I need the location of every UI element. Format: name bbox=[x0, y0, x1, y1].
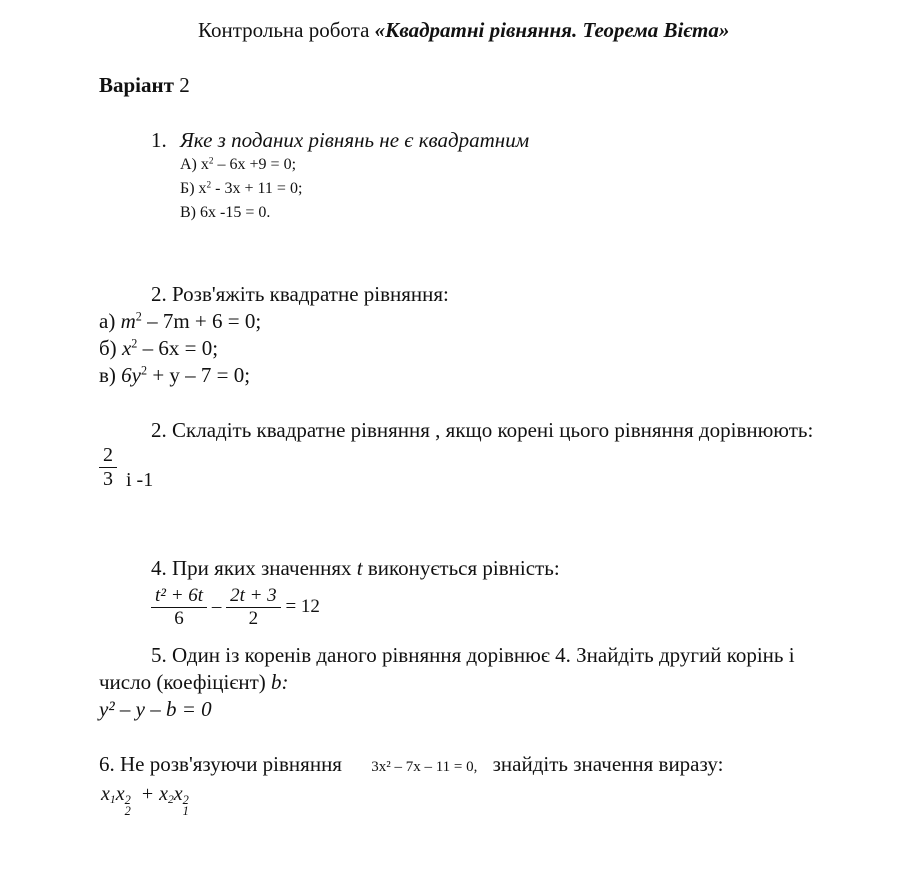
task4-fraction-1: $\frac{\text{t² + 6t}}{6}$ bbox=[151, 585, 207, 630]
task2-item-a: а) $m^2 - 7m + 6 = 0$; bbox=[99, 309, 262, 333]
task3-roots: $\frac{2}{3}$ і -1 bbox=[99, 444, 153, 492]
page-title bbox=[198, 18, 729, 43]
task3-heading: 2. Складіть квадратне рівняння , якщо корені цього рівняння дорівнюють: bbox=[151, 418, 814, 442]
task2-item-c: в) $6y^2 + y - 7 = 0$; bbox=[99, 363, 251, 387]
variant-number: 2 bbox=[179, 73, 190, 97]
task5-line2: число (коефіцієнт) b: bbox=[99, 670, 289, 694]
task6-line: 6. Не розв'язуючи рівняння 3x² – 7x – 11 = 0, знайдіть значення виразу: bbox=[99, 752, 724, 776]
task4-fraction-2: $\frac{2t + 3}{2}$ bbox=[226, 585, 281, 630]
task4-equation: $\frac{\text{t² + 6t}}{6}$ – $\frac{2t + 3}{2}$ = 12 bbox=[151, 585, 320, 630]
title-prefix: Контрольна робота bbox=[198, 18, 375, 42]
task5-equation: y² – y – b = 0 bbox=[99, 697, 212, 721]
task4-heading: 4. При яких значеннях t виконується рівність: bbox=[151, 556, 560, 580]
task1-option-c: В) 6x -15 = 0. bbox=[180, 204, 271, 221]
task6-expression: $x_1x$ 2 2 + $x_2x$ 2 1 bbox=[101, 783, 189, 819]
task1-question bbox=[151, 128, 529, 153]
task2-heading: 2. Розв'яжіть квадратне рівняння: bbox=[151, 282, 449, 306]
task1-number: 1. bbox=[151, 128, 167, 152]
task1-option-a: А) $x^2 - 6x +9 = 0$; bbox=[180, 156, 297, 173]
task6-equation: 3x² – 7x – 11 = 0, bbox=[371, 759, 478, 775]
variant-heading bbox=[99, 73, 190, 98]
task2-item-b: б) $x^2 - 6x = 0$; bbox=[99, 336, 219, 360]
title-topic: «Квадратні рівняння. Теорема Вієта» bbox=[374, 18, 730, 42]
task1-text: Яке з поданих рівнянь не є квадратним bbox=[180, 128, 530, 152]
task1-option-b: Б) $x^2 - 3x + 11 = 0$; bbox=[180, 180, 303, 197]
variant-label: Варіант bbox=[99, 73, 174, 97]
task3-fraction: $\frac{2}{3}$ bbox=[99, 444, 117, 491]
task5-line1: 5. Один із коренів даного рівняння дорівнює 4. Знайдіть другий корінь і bbox=[151, 643, 795, 667]
